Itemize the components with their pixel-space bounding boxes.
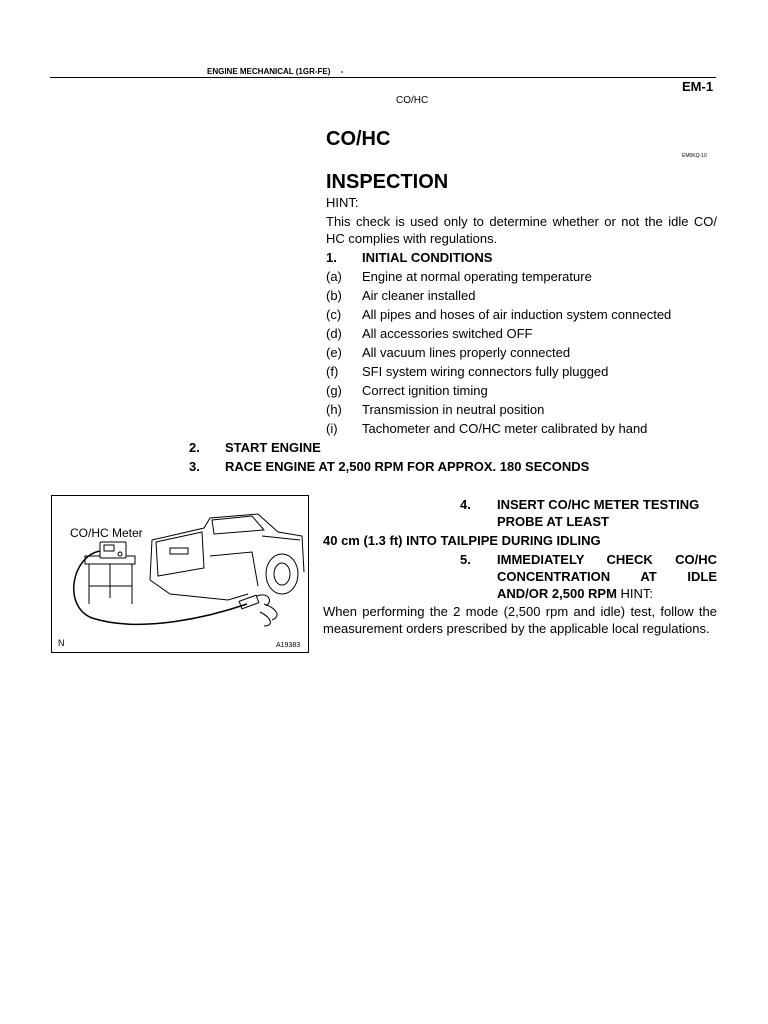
meter-box-icon [100, 542, 126, 558]
header-rule [50, 77, 716, 78]
figure-label: CO/HC Meter [70, 526, 143, 540]
step-4-line1: INSERT CO/HC METER TESTING [497, 497, 700, 512]
step-5-line3-hint: HINT: [616, 586, 654, 601]
step-4-cont: 40 cm (1.3 ft) INTO TAILPIPE DURING IDLING [323, 533, 601, 548]
condition-label: (b) [326, 288, 342, 303]
condition-item [326, 325, 717, 342]
condition-label: (c) [326, 307, 342, 322]
step-5-line2 [497, 568, 717, 585]
step-5-num: 5. [460, 552, 471, 567]
condition-item [326, 306, 717, 323]
condition-label: (f) [326, 364, 339, 379]
header-subtitle: CO/HC [396, 95, 429, 106]
hint-text: This check is used only to determine whether or not the idle CO/ HC complies with regulations. [326, 214, 717, 246]
header-dash: - [340, 67, 344, 76]
condition-item [326, 382, 717, 399]
hint-label: HINT: [326, 195, 359, 210]
co-hc-meter-figure [51, 495, 309, 653]
condition-label: (e) [326, 345, 342, 360]
condition-text: Correct ignition timing [362, 383, 488, 398]
header-section [207, 67, 343, 76]
condition-item [326, 268, 717, 285]
condition-text: SFI system wiring connectors fully plugged [362, 364, 609, 379]
meter-stand-icon [85, 556, 135, 604]
condition-item [326, 287, 717, 304]
condition-text: All accessories switched OFF [362, 326, 533, 341]
condition-item [326, 363, 717, 380]
conditions-list [326, 268, 717, 437]
main-column [326, 194, 717, 437]
condition-label: (d) [326, 326, 342, 341]
figure-code: A19383 [276, 642, 301, 649]
condition-item [326, 401, 717, 418]
final-hint: When performing the 2 mode (2,500 rpm and idle) test, follow the measurement orders prescribed by the applicable local regulations. [323, 604, 717, 636]
step-1-num: 1. [326, 250, 337, 265]
step-3-text: RACE ENGINE AT 2,500 RPM FOR APPROX. 180 SECONDS [225, 459, 590, 474]
step-5-line3-bold: AND/OR 2,500 RPM [497, 586, 617, 601]
step-5-line2-text: CONCENTRATION AT IDLE [497, 569, 717, 584]
condition-text: Engine at normal operating temperature [362, 269, 592, 284]
header-section-text: ENGINE MECHANICAL (1GR-FE) [207, 67, 331, 76]
step-1 [326, 249, 717, 266]
step-4-line2: PROBE AT LEAST [497, 514, 609, 529]
condition-item [326, 420, 717, 437]
ref-code: EM0KQ-10 [682, 153, 707, 159]
condition-item [326, 344, 717, 361]
pickup-truck-icon [150, 514, 304, 600]
step-5-line1 [497, 551, 717, 568]
step-3 [189, 458, 589, 475]
condition-label: (h) [326, 402, 342, 417]
condition-text: Tachometer and CO/HC meter calibrated by hand [362, 421, 648, 436]
figure-corner-mark: N [58, 638, 65, 648]
condition-text: All vacuum lines properly connected [362, 345, 571, 360]
step-1-text: INITIAL CONDITIONS [362, 250, 493, 265]
condition-label: (g) [326, 383, 342, 398]
page-code: EM-1 [682, 79, 714, 94]
figure-illustration [52, 496, 308, 652]
condition-label: (a) [326, 269, 342, 284]
condition-text: Transmission in neutral position [362, 402, 545, 417]
step-4-num: 4. [460, 497, 471, 512]
tailpipe-probe-icon [239, 595, 277, 626]
condition-text: All pipes and hoses of air induction system connected [362, 307, 672, 322]
step-2-text: START ENGINE [225, 440, 321, 455]
condition-label: (i) [326, 421, 338, 436]
step-2 [189, 439, 321, 456]
step-5-line1-text: IMMEDIATELY CHECK CO/HC [497, 552, 717, 567]
condition-text: Air cleaner installed [362, 288, 476, 303]
step-5-line3 [497, 585, 653, 602]
step-2-num: 2. [189, 440, 200, 455]
step-3-num: 3. [189, 459, 200, 474]
inspection-title: INSPECTION [326, 171, 449, 193]
page-title: CO/HC [326, 128, 391, 150]
